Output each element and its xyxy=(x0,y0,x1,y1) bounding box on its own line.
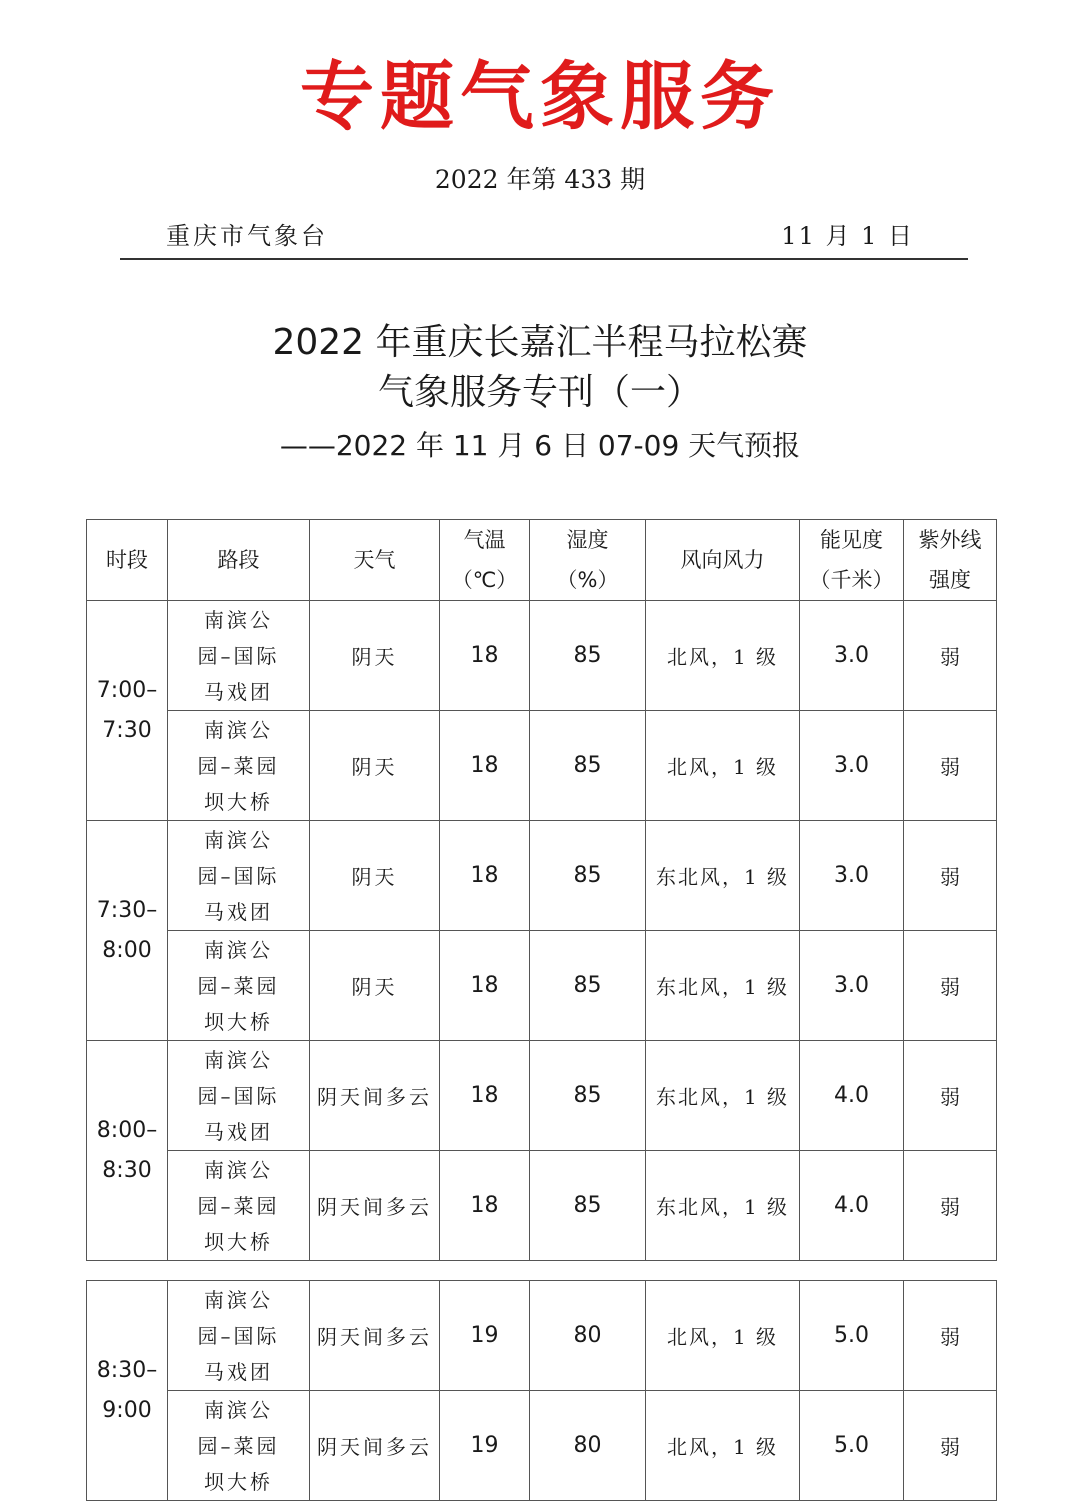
period-text: 7:00– xyxy=(96,677,158,703)
period-text: 8:30– xyxy=(96,1357,158,1383)
temperature-cell: 19 xyxy=(440,1391,530,1501)
period-text: 7:30 xyxy=(102,717,152,743)
header-temperature: 气温 （℃） xyxy=(440,520,530,601)
temperature-cell: 18 xyxy=(440,601,530,711)
route-text: 南滨公园–菜园坝大桥 xyxy=(197,717,280,814)
document-title: 2022 年重庆长嘉汇半程马拉松赛 xyxy=(272,322,808,363)
temperature-cell: 18 xyxy=(440,821,530,931)
route-text: 南滨公园–国际马戏团 xyxy=(197,1287,280,1384)
route-text: 南滨公园–菜园坝大桥 xyxy=(197,937,280,1034)
header-weather: 天气 xyxy=(310,520,440,601)
weather-cell: 阴天 xyxy=(310,711,440,821)
period-cell xyxy=(87,1041,168,1261)
issue-date: 11 月 1 日 xyxy=(781,222,914,250)
wind-cell: 北风，1 级 xyxy=(646,1281,800,1391)
document-title-line2: 气象服务专刊（一） xyxy=(377,372,702,413)
wind-cell: 东北风，1 级 xyxy=(646,1151,800,1261)
wind-cell: 北风，1 级 xyxy=(646,1391,800,1501)
document-subtitle: ——2022 年 11 月 6 日 07-09 天气预报 xyxy=(279,429,801,462)
table-row xyxy=(87,711,997,821)
route-cell xyxy=(168,601,310,711)
table-row xyxy=(87,1281,997,1391)
temperature-cell: 18 xyxy=(440,1151,530,1261)
uv-cell: 弱 xyxy=(904,1041,997,1151)
header-uv: 紫外线 强度 xyxy=(904,520,997,601)
temperature-cell: 19 xyxy=(440,1281,530,1391)
period-text: 8:00– xyxy=(96,1117,158,1143)
weather-cell: 阴天间多云 xyxy=(310,1281,440,1391)
uv-cell: 弱 xyxy=(904,1391,997,1501)
temperature-cell: 18 xyxy=(440,1041,530,1151)
forecast-table xyxy=(86,519,997,1261)
visibility-cell: 3.0 xyxy=(800,711,904,821)
table-row xyxy=(87,1151,997,1261)
humidity-cell: 85 xyxy=(530,1041,646,1151)
table-row xyxy=(87,1391,997,1501)
header-divider xyxy=(120,258,968,260)
weather-cell: 阴天 xyxy=(310,601,440,711)
period-cell xyxy=(87,601,168,821)
uv-cell: 弱 xyxy=(904,1151,997,1261)
visibility-cell: 5.0 xyxy=(800,1391,904,1501)
table-row xyxy=(87,601,997,711)
period-text: 9:00 xyxy=(102,1397,152,1423)
humidity-cell: 85 xyxy=(530,931,646,1041)
route-cell xyxy=(168,1281,310,1391)
uv-cell: 弱 xyxy=(904,931,997,1041)
uv-cell: 弱 xyxy=(904,1281,997,1391)
header-humidity: 湿度 （%） xyxy=(530,520,646,601)
weather-cell: 阴天 xyxy=(310,931,440,1041)
route-text: 南滨公园–国际马戏团 xyxy=(197,607,280,704)
visibility-cell: 3.0 xyxy=(800,601,904,711)
route-text: 南滨公园–国际马戏团 xyxy=(197,1047,280,1144)
humidity-cell: 80 xyxy=(530,1281,646,1391)
visibility-cell: 4.0 xyxy=(800,1041,904,1151)
table-row xyxy=(87,931,997,1041)
table-header-row xyxy=(87,520,997,601)
masthead-title: 专题气象服务 xyxy=(300,54,780,140)
header-route: 路段 xyxy=(168,520,310,601)
route-text: 南滨公园–菜园坝大桥 xyxy=(197,1397,280,1494)
period-cell xyxy=(87,821,168,1041)
visibility-cell: 5.0 xyxy=(800,1281,904,1391)
temperature-cell: 18 xyxy=(440,931,530,1041)
forecast-table-continued xyxy=(86,1280,997,1501)
table-row xyxy=(87,1041,997,1151)
humidity-cell: 85 xyxy=(530,821,646,931)
table-row xyxy=(87,821,997,931)
humidity-cell: 85 xyxy=(530,1151,646,1261)
route-cell xyxy=(168,821,310,931)
weather-cell: 阴天间多云 xyxy=(310,1151,440,1261)
period-text: 8:00 xyxy=(102,937,152,963)
route-text: 南滨公园–国际马戏团 xyxy=(197,827,280,924)
humidity-cell: 85 xyxy=(530,711,646,821)
period-text: 7:30– xyxy=(96,897,158,923)
uv-cell: 弱 xyxy=(904,711,997,821)
wind-cell: 东北风，1 级 xyxy=(646,1041,800,1151)
header-wind: 风向风力 xyxy=(646,520,800,601)
header-period: 时段 xyxy=(87,520,168,601)
temperature-cell: 18 xyxy=(440,711,530,821)
wind-cell: 东北风，1 级 xyxy=(646,931,800,1041)
issuer-name: 重庆市气象台 xyxy=(166,222,328,250)
humidity-cell: 85 xyxy=(530,601,646,711)
uv-cell: 弱 xyxy=(904,821,997,931)
route-cell xyxy=(168,1151,310,1261)
route-text: 南滨公园–菜园坝大桥 xyxy=(197,1157,280,1254)
route-cell xyxy=(168,931,310,1041)
weather-cell: 阴天间多云 xyxy=(310,1041,440,1151)
route-cell xyxy=(168,1391,310,1501)
period-text: 8:30 xyxy=(102,1157,152,1183)
period-cell xyxy=(87,1281,168,1501)
issue-number: 2022 年第 433 期 xyxy=(434,165,646,194)
visibility-cell: 3.0 xyxy=(800,931,904,1041)
visibility-cell: 4.0 xyxy=(800,1151,904,1261)
humidity-cell: 80 xyxy=(530,1391,646,1501)
wind-cell: 北风，1 级 xyxy=(646,601,800,711)
route-cell xyxy=(168,1041,310,1151)
uv-cell: 弱 xyxy=(904,601,997,711)
wind-cell: 东北风，1 级 xyxy=(646,821,800,931)
route-cell xyxy=(168,711,310,821)
wind-cell: 北风，1 级 xyxy=(646,711,800,821)
visibility-cell: 3.0 xyxy=(800,821,904,931)
weather-cell: 阴天间多云 xyxy=(310,1391,440,1501)
header-visibility: 能见度 （千米） xyxy=(800,520,904,601)
weather-cell: 阴天 xyxy=(310,821,440,931)
